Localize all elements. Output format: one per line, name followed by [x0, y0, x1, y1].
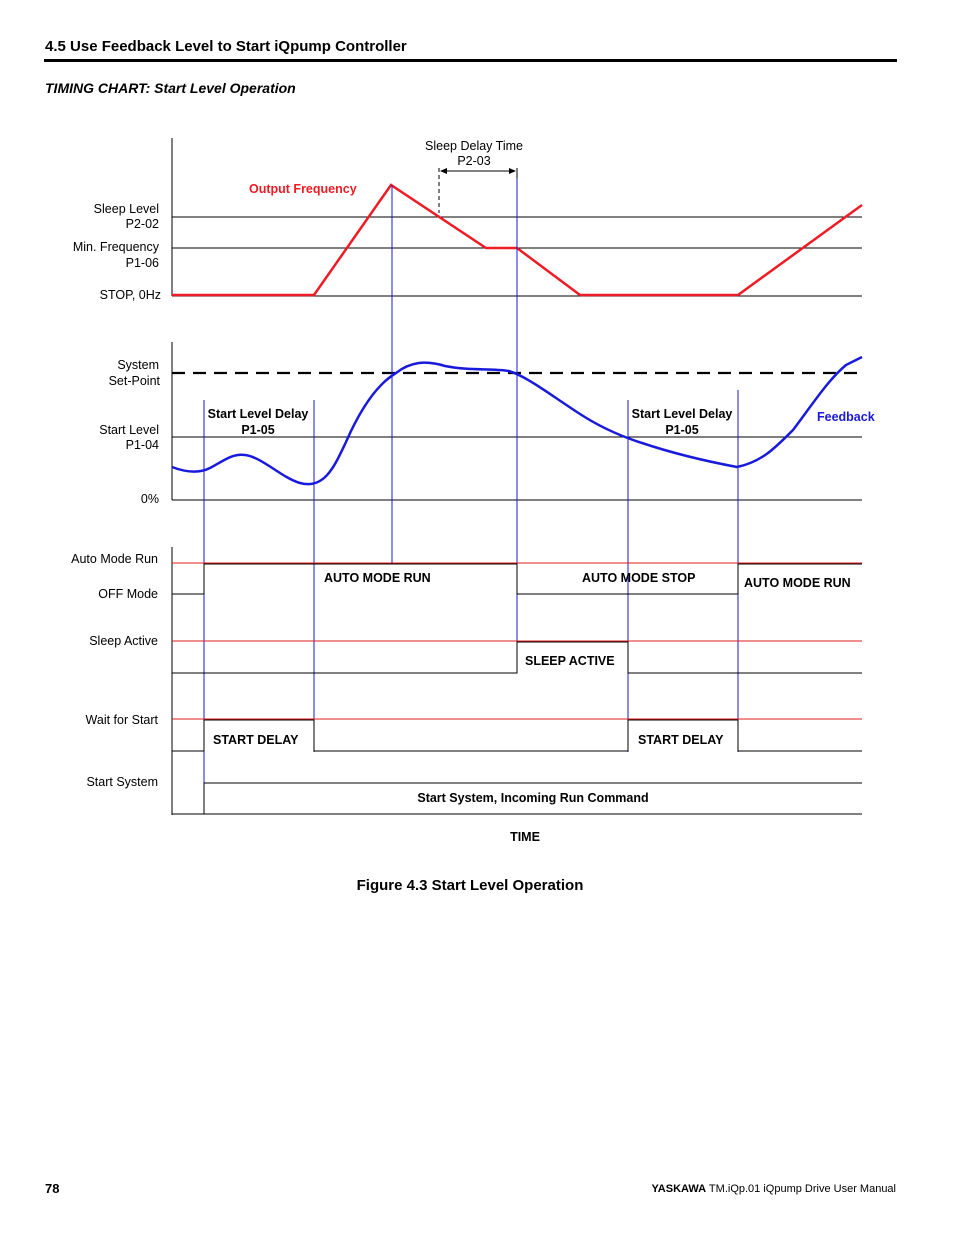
sleep-delay-arrow-right: [509, 168, 516, 174]
sleep-active-signal: [172, 642, 862, 673]
setpoint-label-2: Set-Point: [108, 374, 160, 388]
zero-percent-label: 0%: [140, 492, 159, 506]
start-delay-text-2: START DELAY: [638, 733, 724, 747]
status-panel: [71, 547, 862, 815]
off-mode-label: OFF Mode: [98, 587, 158, 601]
time-axis-label: TIME: [510, 830, 540, 844]
auto-mode-stop-text: AUTO MODE STOP: [582, 571, 696, 585]
sleep-active-label: Sleep Active: [89, 634, 158, 648]
footer-manual-title: [651, 1183, 896, 1195]
figure-caption: Figure 4.3 Start Level Operation: [356, 877, 584, 894]
sleep-delay-arrow-left: [440, 168, 447, 174]
frequency-panel: [73, 138, 862, 302]
auto-mode-run-text-2: AUTO MODE RUN: [744, 576, 851, 590]
start-level-delay-1-param: P1-05: [241, 423, 275, 437]
chart-heading: TIMING CHART: Start Level Operation: [45, 80, 296, 96]
stop-label: STOP, 0Hz: [99, 288, 161, 302]
sleep-active-text: SLEEP ACTIVE: [525, 654, 615, 668]
section-title: 4.5 Use Feedback Level to Start iQpump Controller: [45, 38, 407, 55]
sleep-level-label: Sleep Level: [93, 202, 159, 216]
start-level-delay-1-label: Start Level Delay: [207, 407, 309, 421]
output-frequency-label: Output Frequency: [249, 182, 357, 196]
page-number: 78: [45, 1181, 60, 1196]
auto-mode-run-label: Auto Mode Run: [71, 552, 158, 566]
wait-for-start-label: Wait for Start: [85, 713, 158, 727]
min-frequency-label: Min. Frequency: [72, 240, 159, 254]
setpoint-label-1: System: [117, 358, 159, 372]
start-system-label: Start System: [86, 775, 158, 789]
sleep-delay-param: P2-03: [457, 154, 491, 168]
auto-mode-run-text-1: AUTO MODE RUN: [324, 571, 431, 585]
feedback-panel: [99, 342, 874, 506]
timing-markers: [204, 178, 738, 800]
min-frequency-param: P1-06: [125, 256, 159, 270]
start-delay-text-1: START DELAY: [213, 733, 299, 747]
sleep-delay-label: Sleep Delay Time: [425, 139, 523, 153]
footer-brand: YASKAWA: [651, 1183, 707, 1195]
footer-title-text: TM.iQp.01 iQpump Drive User Manual: [706, 1183, 896, 1195]
start-level-label: Start Level: [99, 423, 159, 437]
start-level-delay-2-param: P1-05: [665, 423, 699, 437]
start-level-param: P1-04: [125, 438, 159, 452]
start-system-text: Start System, Incoming Run Command: [417, 791, 649, 805]
start-level-delay-2-label: Start Level Delay: [631, 407, 733, 421]
sleep-level-param: P2-02: [125, 217, 159, 231]
feedback-label: Feedback: [817, 410, 875, 424]
